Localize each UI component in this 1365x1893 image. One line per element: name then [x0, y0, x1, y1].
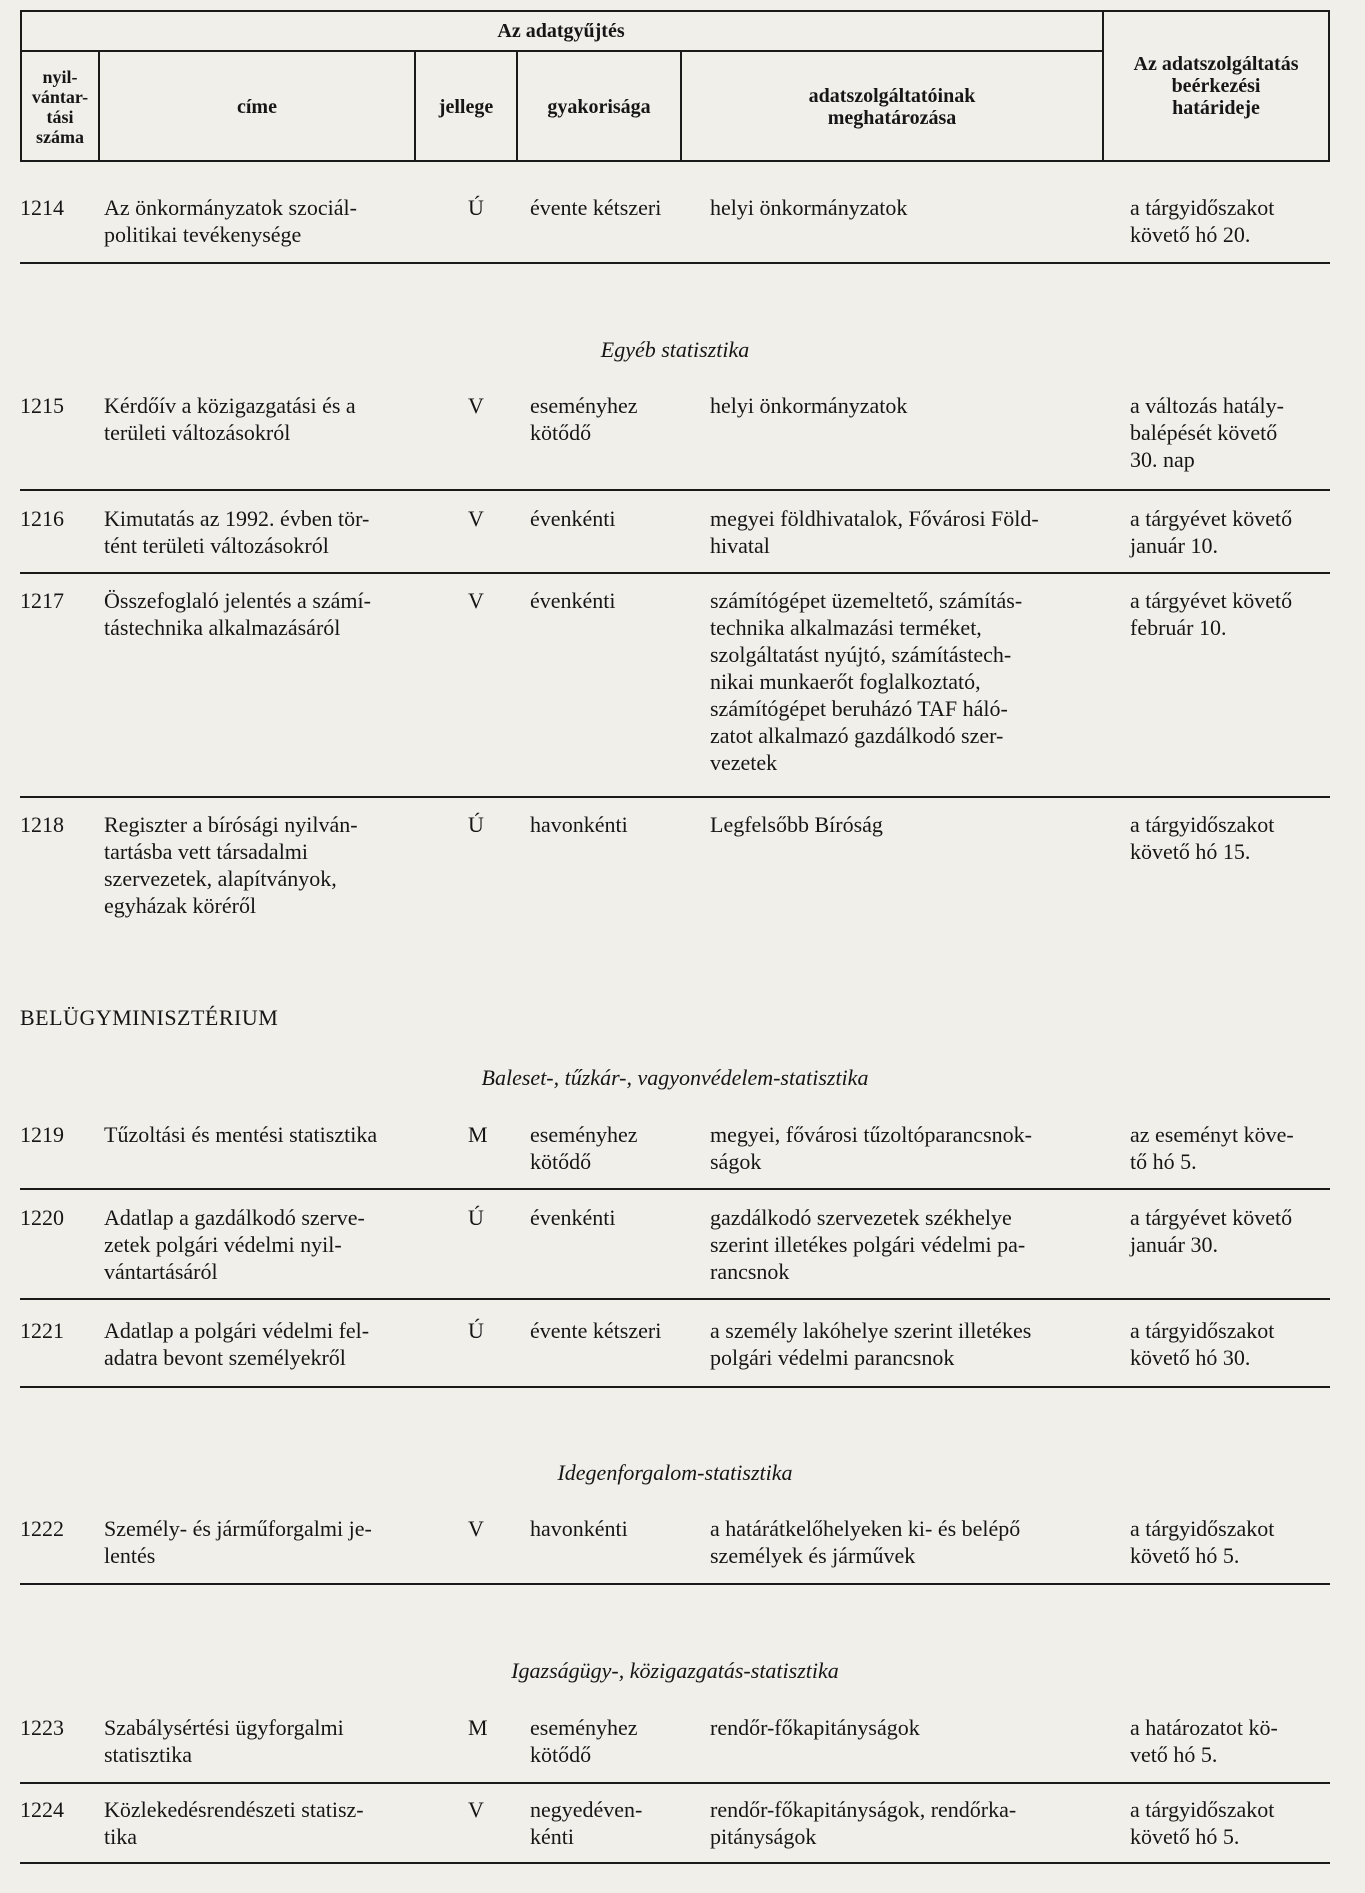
- row-kind: Ú: [468, 1205, 484, 1230]
- row-title: Adatlap a gazdálkodó szerve- zetek polgári védelmi nyil- vántartásáról: [104, 1205, 365, 1284]
- row-providers: számítógépet üzemeltető, számítás- technika alkalmazási terméket, szolgáltatást nyújtó, számítástech- nikai munkaerőt foglalkoztató, számítógépet beruházó TAF háló- zatot alkalmazó gazdálkodó szer- vezetek: [710, 588, 1023, 775]
- row-frequency: havonkénti: [530, 1516, 628, 1541]
- row-deadline: az eseményt köve- tő hó 5.: [1130, 1122, 1294, 1174]
- header-group-label: Az adatgyűjtés: [497, 20, 625, 42]
- row-kind: V: [468, 506, 484, 531]
- section-heading: Idegenforgalom-statisztika: [557, 1460, 793, 1485]
- row-divider: [20, 1862, 1330, 1864]
- row-deadline: a változás hatály- balépését követő 30. nap: [1130, 393, 1284, 472]
- header-kind: jellege: [438, 96, 494, 118]
- row-deadline: a tárgyévet követő február 10.: [1130, 588, 1293, 640]
- row-title: Személy- és járműforgalmi je- lentés: [104, 1516, 372, 1568]
- row-number: 1215: [20, 393, 64, 418]
- row-kind: M: [468, 1122, 488, 1147]
- row-providers: helyi önkormányzatok: [710, 195, 908, 220]
- row-providers: a határátkelőhelyeken ki- és belépő személyek és járművek: [710, 1516, 1021, 1568]
- section-heading: Baleset-, tűzkár-, vagyonvédelem-statisztika: [481, 1065, 869, 1090]
- row-number: 1222: [20, 1516, 64, 1541]
- row-deadline: a tárgyidőszakot követő hó 5.: [1130, 1797, 1275, 1849]
- row-number: 1224: [20, 1797, 64, 1822]
- row-frequency: havonkénti: [530, 812, 628, 837]
- row-providers: rendőr-főkapitányságok: [710, 1715, 920, 1740]
- row-frequency: évente kétszeri: [530, 195, 662, 220]
- row-title: Összefoglaló jelentés a számí- tástechnika alkalmazásáról: [104, 588, 371, 640]
- row-kind: V: [468, 393, 484, 418]
- section-heading: Egyéb statisztika: [600, 337, 750, 362]
- ministry-heading: BELÜGYMINISZTÉRIUM: [20, 1005, 279, 1030]
- row-divider: [20, 1298, 1330, 1300]
- row-providers: helyi önkormányzatok: [710, 393, 908, 418]
- table-header: [20, 10, 1330, 162]
- row-kind: V: [468, 588, 484, 613]
- row-divider: [20, 796, 1330, 798]
- row-deadline: a tárgyidőszakot követő hó 5.: [1130, 1516, 1275, 1568]
- row-providers: megyei földhivatalok, Fővárosi Föld- hivatal: [710, 506, 1039, 558]
- row-title: Közlekedésrendészeti statisz- tika: [104, 1797, 364, 1849]
- row-providers: megyei, fővárosi tűzoltóparancsnok- ságok: [710, 1122, 1032, 1174]
- row-frequency: negyedéven- kénti: [530, 1797, 643, 1849]
- row-number: 1217: [20, 588, 64, 613]
- row-deadline: a tárgyévet követő január 30.: [1130, 1205, 1293, 1257]
- row-frequency: eseményhez kötődő: [530, 1715, 638, 1767]
- row-title: Kérdőív a közigazgatási és a területi változásokról: [104, 393, 356, 445]
- header-frequency: gyakorisága: [547, 96, 651, 118]
- row-providers: gazdálkodó szervezetek székhelye szerint illetékes polgári védelmi pa- rancsnok: [710, 1205, 1026, 1284]
- row-title: Szabálysértési ügyforgalmi statisztika: [104, 1715, 344, 1767]
- row-title: Kimutatás az 1992. évben tör- tént területi változásokról: [104, 506, 370, 558]
- row-frequency: évenkénti: [530, 506, 616, 531]
- header-providers: adatszolgáltatóinak meghatározása: [808, 85, 976, 129]
- row-deadline: a tárgyidőszakot követő hó 15.: [1130, 812, 1275, 864]
- row-divider: [20, 572, 1330, 574]
- section-heading: Igazságügy-, közigazgatás-statisztika: [511, 1658, 839, 1683]
- row-frequency: évenkénti: [530, 588, 616, 613]
- row-title: Regiszter a bírósági nyilván- tartásba vett társadalmi szervezetek, alapítványok, egyházak köréről: [104, 812, 358, 918]
- header-title: címe: [237, 96, 277, 118]
- row-kind: V: [468, 1797, 484, 1822]
- row-number: 1221: [20, 1318, 64, 1343]
- row-divider: [20, 1188, 1330, 1190]
- row-deadline: a határozatot kö- vető hó 5.: [1130, 1715, 1278, 1767]
- row-frequency: évente kétszeri: [530, 1318, 662, 1343]
- row-kind: Ú: [468, 195, 484, 220]
- row-providers: rendőr-főkapitányságok, rendőrka- pitányságok: [710, 1797, 1017, 1849]
- row-deadline: a tárgyidőszakot követő hó 20.: [1130, 195, 1275, 247]
- row-divider: [20, 1386, 1330, 1388]
- row-kind: V: [468, 1516, 484, 1541]
- row-divider: [20, 1583, 1330, 1585]
- row-providers: Legfelsőbb Bíróság: [710, 812, 883, 837]
- row-divider: [20, 1782, 1330, 1784]
- row-title: Tűzoltási és mentési statisztika: [104, 1122, 378, 1147]
- row-number: 1216: [20, 506, 64, 531]
- row-title: Az önkormányzatok szociál- politikai tevékenysége: [104, 195, 357, 247]
- row-divider: [20, 262, 1330, 264]
- row-title: Adatlap a polgári védelmi fel- adatra bevont személyekről: [104, 1318, 370, 1370]
- row-kind: Ú: [468, 1318, 484, 1343]
- row-frequency: eseményhez kötődő: [530, 393, 638, 445]
- row-number: 1218: [20, 812, 64, 837]
- header-deadline: Az adatszolgáltatás beérkezési határideje: [1133, 53, 1299, 119]
- header-number: nyil- vántar- tási száma: [31, 67, 89, 147]
- row-divider: [20, 489, 1330, 491]
- row-number: 1223: [20, 1715, 64, 1740]
- row-frequency: évenkénti: [530, 1205, 616, 1230]
- row-providers: a személy lakóhelye szerint illetékes polgári védelmi parancsnok: [710, 1318, 1032, 1370]
- row-kind: Ú: [468, 812, 484, 837]
- row-deadline: a tárgyévet követő január 10.: [1130, 506, 1293, 558]
- row-deadline: a tárgyidőszakot követő hó 30.: [1130, 1318, 1275, 1370]
- row-kind: M: [468, 1715, 488, 1740]
- row-frequency: eseményhez kötődő: [530, 1122, 638, 1174]
- row-number: 1220: [20, 1205, 64, 1230]
- row-number: 1214: [20, 195, 64, 220]
- row-number: 1219: [20, 1122, 64, 1147]
